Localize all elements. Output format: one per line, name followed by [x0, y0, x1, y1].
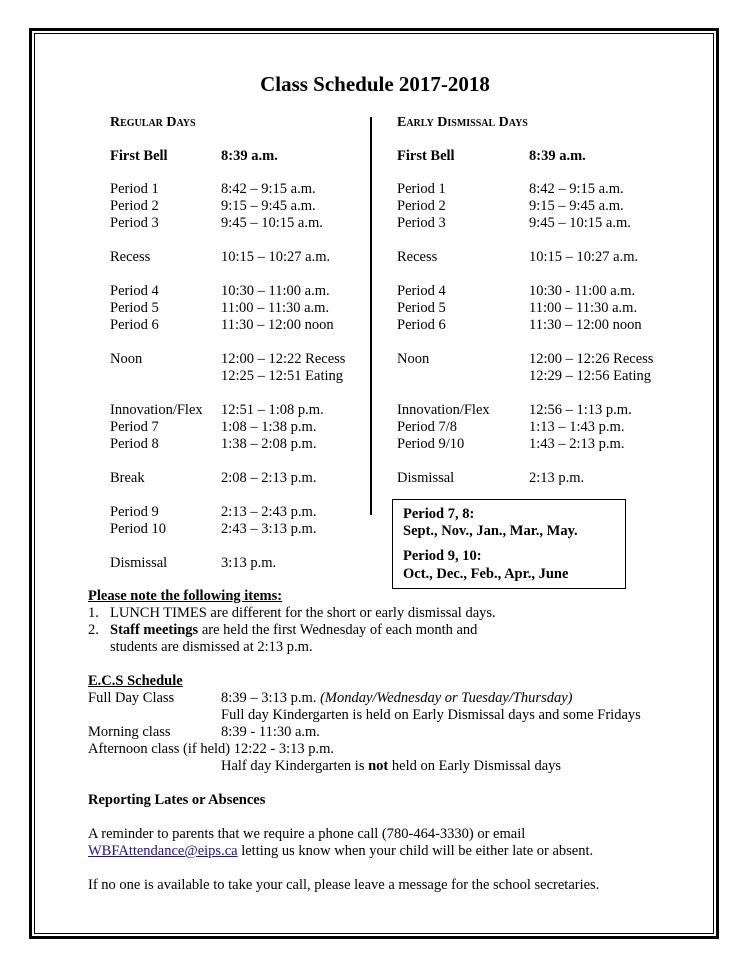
- ecs-half-day-not: not: [368, 758, 389, 774]
- regular-period-3-label: Period 3: [110, 215, 159, 231]
- ecs-heading: E.C.S Schedule: [88, 673, 183, 689]
- early-period-3-time: 9:45 – 10:15 a.m.: [529, 215, 631, 231]
- regular-period-4-time: 10:30 – 11:00 a.m.: [221, 283, 330, 299]
- early-period-1-label: Period 1: [397, 181, 446, 197]
- regular-period-9-label: Period 9: [110, 504, 159, 520]
- regular-period-5-label: Period 5: [110, 300, 159, 316]
- note-1-number: 1.: [88, 605, 99, 621]
- regular-period-8-time: 1:38 – 2:08 p.m.: [221, 436, 317, 452]
- regular-period-10-time: 2:43 – 3:13 p.m.: [221, 521, 317, 537]
- early-period-1-time: 8:42 – 9:15 a.m.: [529, 181, 624, 197]
- regular-period-4-label: Period 4: [110, 283, 159, 299]
- regular-recess-label: Recess: [110, 249, 151, 265]
- rotation-period-7-8-months: Sept., Nov., Jan., Mar., May.: [403, 523, 578, 539]
- early-period-4-label: Period 4: [397, 283, 446, 299]
- early-period-2-time: 9:15 – 9:45 a.m.: [529, 198, 624, 214]
- regular-period-2-time: 9:15 – 9:45 a.m.: [221, 198, 316, 214]
- regular-first-bell-label: First Bell: [110, 148, 168, 164]
- column-divider: [370, 117, 372, 515]
- early-noon-label: Noon: [397, 351, 430, 367]
- notes-heading: Please note the following items:: [88, 588, 283, 604]
- early-period-7-8-time: 1:13 – 1:43 p.m.: [529, 419, 625, 435]
- ecs-half-day-post: held on Early Dismissal days: [388, 758, 562, 774]
- regular-period-3-time: 9:45 – 10:15 a.m.: [221, 215, 323, 231]
- regular-period-7-time: 1:08 – 1:38 p.m.: [221, 419, 317, 435]
- rotation-period-9-10-heading: Period 9, 10:: [403, 548, 482, 564]
- regular-noon-label: Noon: [110, 351, 143, 367]
- page-title: Class Schedule 2017-2018: [260, 72, 490, 96]
- reporting-line-1: A reminder to parents that we require a phone call (780-464-3330) or email: [88, 826, 526, 842]
- early-period-9-10-time: 1:43 – 2:13 p.m.: [529, 436, 625, 452]
- ecs-half-day-pre: Half day Kindergarten is: [221, 758, 369, 774]
- early-innovation-time: 12:56 – 1:13 p.m.: [529, 402, 632, 418]
- early-period-2-label: Period 2: [397, 198, 446, 214]
- regular-period-9-time: 2:13 – 2:43 p.m.: [221, 504, 317, 520]
- ecs-full-day-time: [221, 690, 572, 707]
- regular-period-10-label: Period 10: [110, 521, 166, 537]
- regular-period-6-label: Period 6: [110, 317, 159, 333]
- regular-period-2-label: Period 2: [110, 198, 159, 214]
- regular-noon-recess-time: 12:00 – 12:22 Recess: [221, 351, 346, 367]
- ecs-full-day-note: Full day Kindergarten is held on Early Dismissal days and some Fridays: [221, 707, 641, 723]
- early-first-bell-label: First Bell: [397, 148, 455, 164]
- regular-innovation-time: 12:51 – 1:08 p.m.: [221, 402, 324, 418]
- early-recess-label: Recess: [397, 249, 438, 265]
- regular-noon-eating-time: 12:25 – 12:51 Eating: [221, 368, 344, 384]
- ecs-full-day-label: Full Day Class: [88, 690, 175, 706]
- early-period-5-label: Period 5: [397, 300, 446, 316]
- reporting-line-3: If no one is available to take your call, please leave a message for the school secretaries.: [88, 877, 600, 893]
- regular-period-8-label: Period 8: [110, 436, 159, 452]
- regular-period-1-time: 8:42 – 9:15 a.m.: [221, 181, 316, 197]
- early-period-9-10-label: Period 9/10: [397, 436, 465, 452]
- early-period-7-8-label: Period 7/8: [397, 419, 458, 435]
- early-period-4-time: 10:30 - 11:00 a.m.: [529, 283, 636, 299]
- regular-dismissal-label: Dismissal: [110, 555, 168, 571]
- note-2-line-2: students are dismissed at 2:13 p.m.: [110, 639, 313, 655]
- regular-period-7-label: Period 7: [110, 419, 159, 435]
- early-noon-recess-time: 12:00 – 12:26 Recess: [529, 351, 654, 367]
- early-first-bell-time: 8:39 a.m.: [529, 148, 586, 164]
- regular-first-bell-time: 8:39 a.m.: [221, 148, 278, 164]
- early-dismissal-time: 2:13 p.m.: [529, 470, 585, 486]
- ecs-half-day-note: [221, 758, 561, 775]
- regular-innovation-label: Innovation/Flex: [110, 402, 203, 418]
- early-period-5-time: 11:00 – 11:30 a.m.: [529, 300, 638, 316]
- reporting-line-2-rest: letting us know when your child will be either late or absent.: [237, 843, 594, 859]
- regular-break-label: Break: [110, 470, 145, 486]
- ecs-afternoon-class: Afternoon class (if held) 12:22 - 3:13 p.m.: [88, 741, 335, 757]
- ecs-morning-time: 8:39 - 11:30 a.m.: [221, 724, 320, 740]
- reporting-heading: Reporting Lates or Absences: [88, 792, 266, 808]
- early-innovation-label: Innovation/Flex: [397, 402, 490, 418]
- regular-break-time: 2:08 – 2:13 p.m.: [221, 470, 317, 486]
- early-noon-eating-time: 12:29 – 12:56 Eating: [529, 368, 652, 384]
- note-1-text: LUNCH TIMES are different for the short or early dismissal days.: [110, 605, 496, 621]
- rotation-period-9-10-months: Oct., Dec., Feb., Apr., June: [403, 566, 569, 582]
- rotation-period-7-8-heading: Period 7, 8:: [403, 506, 475, 522]
- regular-period-6-time: 11:30 – 12:00 noon: [221, 317, 334, 333]
- early-recess-time: 10:15 – 10:27 a.m.: [529, 249, 639, 265]
- early-period-6-label: Period 6: [397, 317, 446, 333]
- note-2-rest: are held the first Wednesday of each month and: [198, 622, 478, 638]
- regular-period-1-label: Period 1: [110, 181, 159, 197]
- early-dismissal-heading: Early Dismissal Days: [397, 115, 528, 130]
- note-2-number: 2.: [88, 622, 99, 638]
- ecs-full-day-hours: 8:39 – 3:13 p.m.: [221, 690, 321, 706]
- attendance-email-link[interactable]: WBFAttendance@eips.ca: [88, 843, 238, 859]
- early-period-6-time: 11:30 – 12:00 noon: [529, 317, 642, 333]
- regular-recess-time: 10:15 – 10:27 a.m.: [221, 249, 331, 265]
- early-dismissal-label: Dismissal: [397, 470, 455, 486]
- early-period-3-label: Period 3: [397, 215, 446, 231]
- note-2-staff-meetings: Staff meetings: [110, 622, 199, 638]
- regular-dismissal-time: 3:13 p.m.: [221, 555, 277, 571]
- regular-days-heading: Regular Days: [110, 115, 196, 130]
- ecs-full-day-days: (Monday/Wednesday or Tuesday/Thursday): [320, 690, 573, 706]
- ecs-morning-label: Morning class: [88, 724, 171, 740]
- regular-period-5-time: 11:00 – 11:30 a.m.: [221, 300, 330, 316]
- reporting-line-2: [88, 843, 593, 860]
- note-2-text: [110, 622, 477, 639]
